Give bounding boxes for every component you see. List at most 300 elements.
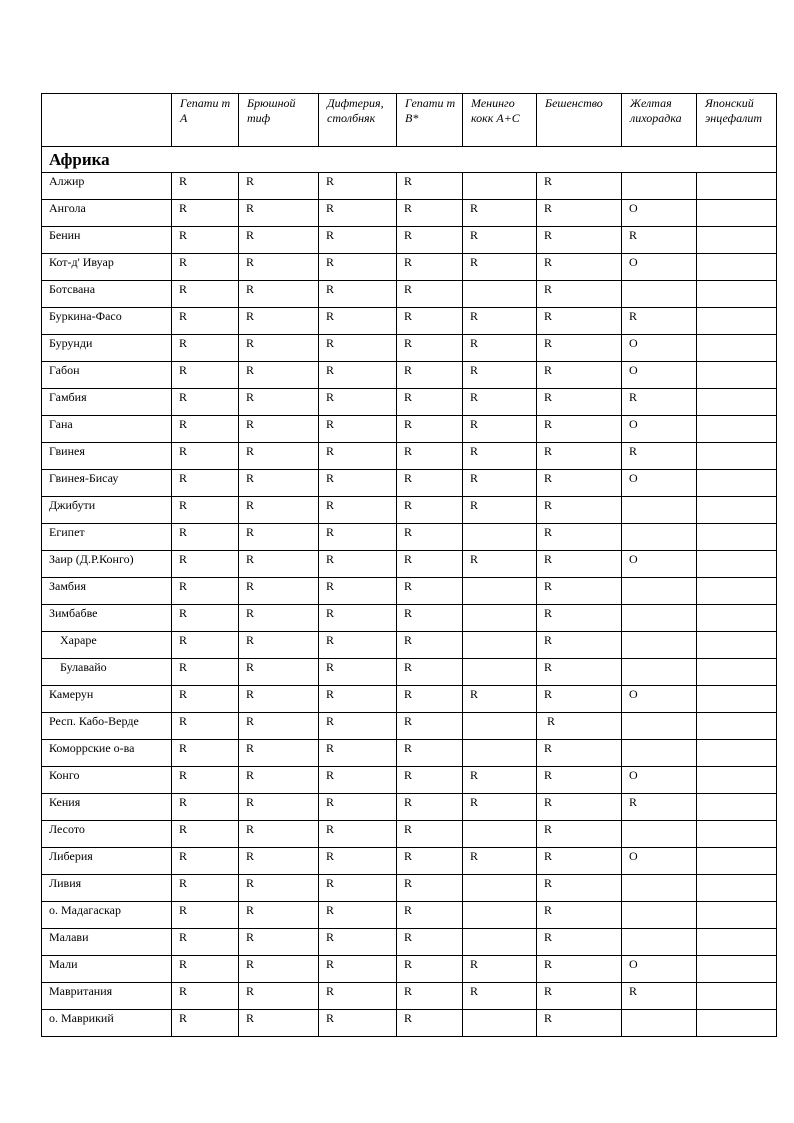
vaccine-cell [697,470,777,497]
vaccine-cell: R [537,848,622,875]
vaccine-cell: R [537,632,622,659]
vaccine-cell: R [397,821,463,848]
vaccine-cell: R [397,956,463,983]
vaccine-cell [697,875,777,902]
table-row [42,740,777,767]
country-name: Кения [42,794,172,821]
vaccination-table [41,93,777,1037]
vaccine-cell: R [463,362,537,389]
vaccine-cell: R [463,308,537,335]
vaccine-cell [622,875,697,902]
vaccine-cell: R [239,821,319,848]
country-name: Гамбия [42,389,172,416]
vaccine-cell: R [172,821,239,848]
vaccine-cell [622,713,697,740]
vaccine-cell: R [397,200,463,227]
vaccine-cell [697,821,777,848]
vaccine-cell: R [397,713,463,740]
vaccine-cell [463,659,537,686]
vaccine-cell: R [397,281,463,308]
vaccine-cell: O [622,686,697,713]
vaccine-cell [463,929,537,956]
table-row [42,497,777,524]
vaccine-cell: R [537,740,622,767]
vaccine-cell: R [239,497,319,524]
vaccine-cell: R [397,983,463,1010]
vaccine-cell [622,605,697,632]
vaccine-cell: R [397,740,463,767]
table-row [42,875,777,902]
vaccine-cell: R [537,929,622,956]
vaccine-cell [622,659,697,686]
country-name: Либерия [42,848,172,875]
country-name: Конго [42,767,172,794]
table-row [42,848,777,875]
table-row [42,173,777,200]
vaccine-cell [463,578,537,605]
table-row [42,767,777,794]
table-row [42,524,777,551]
table-row [42,335,777,362]
vaccine-cell: R [537,902,622,929]
vaccine-cell [622,632,697,659]
table-row [42,902,777,929]
vaccine-cell: R [239,578,319,605]
vaccine-cell: R [463,794,537,821]
header-vaccine-1: Гепати т А [172,94,239,147]
vaccine-cell [697,983,777,1010]
vaccine-cell: R [319,686,397,713]
country-name: Ливия [42,875,172,902]
vaccine-cell: R [239,281,319,308]
vaccine-cell: R [239,335,319,362]
country-name: Мали [42,956,172,983]
vaccine-cell: R [537,794,622,821]
vaccine-cell [697,335,777,362]
vaccine-cell: R [397,335,463,362]
vaccine-cell: R [397,497,463,524]
vaccine-cell: R [319,173,397,200]
vaccine-cell [697,173,777,200]
vaccine-cell: R [239,443,319,470]
vaccine-cell [697,281,777,308]
country-name: о. Маврикий [42,1010,172,1037]
vaccine-cell: R [397,389,463,416]
vaccine-cell [697,605,777,632]
country-name: Замбия [42,578,172,605]
vaccine-cell [697,902,777,929]
vaccine-cell: R [239,308,319,335]
vaccine-cell [463,524,537,551]
vaccine-cell: R [239,362,319,389]
vaccine-cell: R [172,902,239,929]
vaccine-cell: R [397,875,463,902]
table-row [42,659,777,686]
table-row [42,821,777,848]
vaccine-cell: R [239,929,319,956]
vaccine-cell: R [239,524,319,551]
vaccine-cell [622,1010,697,1037]
header-vaccine-2: Брюшной тиф [239,94,319,147]
vaccine-cell [697,767,777,794]
vaccine-cell: R [537,443,622,470]
table-row [42,389,777,416]
vaccine-cell: O [622,335,697,362]
vaccine-cell: R [239,227,319,254]
table-row [42,686,777,713]
country-name: Зимбабве [42,605,172,632]
vaccine-cell: R [463,470,537,497]
vaccine-cell [697,659,777,686]
vaccine-cell: O [622,362,697,389]
vaccine-cell: R [537,227,622,254]
vaccine-cell: R [537,416,622,443]
vaccine-cell: R [397,686,463,713]
vaccine-cell [697,740,777,767]
vaccine-cell: R [463,848,537,875]
vaccine-cell: R [172,713,239,740]
vaccine-cell: R [172,767,239,794]
country-name: Малави [42,929,172,956]
vaccine-cell: R [239,848,319,875]
vaccine-cell: R [537,551,622,578]
vaccine-cell [697,497,777,524]
vaccine-cell [697,254,777,281]
vaccine-cell: R [172,335,239,362]
vaccine-cell: R [172,254,239,281]
vaccine-cell: R [463,200,537,227]
table-row [42,632,777,659]
country-name: Лесото [42,821,172,848]
vaccine-cell: R [239,416,319,443]
country-name: Бурунди [42,335,172,362]
vaccine-cell: R [622,308,697,335]
vaccine-cell [622,524,697,551]
vaccine-cell [463,740,537,767]
vaccine-cell: R [537,686,622,713]
vaccine-cell: R [537,578,622,605]
table-row [42,470,777,497]
vaccine-cell: R [172,848,239,875]
country-name: о. Мадагаскар [42,902,172,929]
vaccine-cell: R [239,686,319,713]
vaccine-cell: R [239,254,319,281]
vaccine-cell: R [622,227,697,254]
vaccine-cell: R [239,1010,319,1037]
header-vaccine-3: Дифтерия, столбняк [319,94,397,147]
vaccine-cell [622,497,697,524]
vaccine-cell: R [537,281,622,308]
vaccine-cell [697,443,777,470]
vaccine-cell: R [397,227,463,254]
vaccine-cell: R [172,686,239,713]
vaccine-cell: R [397,362,463,389]
country-name: Алжир [42,173,172,200]
country-name: Бенин [42,227,172,254]
vaccine-cell: R [537,713,622,740]
vaccine-cell: O [622,470,697,497]
table-row [42,227,777,254]
vaccine-cell: R [172,929,239,956]
country-name: Египет [42,524,172,551]
vaccine-cell: R [239,632,319,659]
country-name: Булавайо [42,659,172,686]
vaccine-cell: R [319,497,397,524]
vaccine-cell: R [319,227,397,254]
vaccine-cell: R [319,821,397,848]
vaccine-cell: R [172,308,239,335]
table-row [42,605,777,632]
vaccine-cell: R [319,632,397,659]
vaccine-cell: R [239,605,319,632]
vaccine-cell: R [397,578,463,605]
vaccine-cell [697,632,777,659]
vaccine-cell: R [172,281,239,308]
vaccine-cell: R [537,875,622,902]
table-row [42,929,777,956]
vaccine-cell: R [239,200,319,227]
table-row [42,362,777,389]
vaccine-cell: R [537,524,622,551]
vaccine-cell: R [537,956,622,983]
vaccine-cell: O [622,848,697,875]
vaccine-cell: R [319,389,397,416]
table-row [42,254,777,281]
vaccine-cell [463,902,537,929]
header-vaccine-8: Японский энцефалит [697,94,777,147]
vaccine-cell: R [319,875,397,902]
vaccine-cell: R [172,632,239,659]
table-row [42,1010,777,1037]
vaccine-cell: R [319,956,397,983]
vaccine-cell: R [537,362,622,389]
vaccine-cell: R [239,470,319,497]
vaccine-cell [697,200,777,227]
vaccine-cell: O [622,200,697,227]
vaccine-cell: R [537,767,622,794]
vaccine-cell: R [319,335,397,362]
country-name: Камерун [42,686,172,713]
vaccine-cell: R [172,470,239,497]
table-row [42,281,777,308]
vaccine-cell [697,956,777,983]
country-name: Джибути [42,497,172,524]
vaccine-cell: R [172,443,239,470]
vaccine-cell [697,308,777,335]
vaccine-cell: R [463,767,537,794]
vaccine-cell: R [319,470,397,497]
vaccine-cell: R [319,281,397,308]
vaccine-cell: R [239,713,319,740]
vaccine-cell: R [463,254,537,281]
vaccine-cell [697,848,777,875]
country-name: Буркина-Фасо [42,308,172,335]
vaccine-cell: R [172,605,239,632]
header-vaccine-6: Бешенство [537,94,622,147]
vaccine-cell: R [319,551,397,578]
table-row [42,443,777,470]
vaccine-cell [697,524,777,551]
country-name: Хараре [42,632,172,659]
vaccine-cell: R [239,794,319,821]
vaccine-cell [463,875,537,902]
vaccine-cell: R [239,956,319,983]
vaccine-cell: R [319,443,397,470]
vaccine-cell: R [319,983,397,1010]
vaccine-cell: O [622,767,697,794]
vaccine-cell: R [463,497,537,524]
table-row [42,983,777,1010]
vaccine-cell: R [172,389,239,416]
vaccine-cell [463,173,537,200]
vaccine-cell: R [537,173,622,200]
vaccine-cell: R [319,713,397,740]
header-vaccine-4: Гепати т В* [397,94,463,147]
table-row [42,200,777,227]
table-header-row [42,94,777,147]
vaccine-cell: R [319,740,397,767]
vaccine-cell: R [172,416,239,443]
table-row [42,578,777,605]
vaccine-cell: R [319,308,397,335]
vaccine-cell: R [537,254,622,281]
vaccine-cell: R [172,524,239,551]
vaccine-cell [697,416,777,443]
vaccine-cell: R [622,443,697,470]
vaccine-cell: R [537,605,622,632]
country-name: Габон [42,362,172,389]
vaccine-cell [463,281,537,308]
vaccine-cell: O [622,416,697,443]
vaccine-cell: R [463,551,537,578]
vaccine-cell: R [172,740,239,767]
vaccine-cell [697,713,777,740]
vaccine-cell: R [319,929,397,956]
vaccine-cell: R [239,740,319,767]
vaccine-cell: O [622,956,697,983]
vaccine-cell: R [537,389,622,416]
table-row [42,956,777,983]
region-row [42,147,777,173]
vaccine-cell: R [239,551,319,578]
vaccine-cell: R [319,1010,397,1037]
vaccine-cell: R [319,362,397,389]
vaccine-cell: R [172,956,239,983]
vaccine-cell: R [172,200,239,227]
vaccine-cell: R [239,767,319,794]
vaccine-cell [697,1010,777,1037]
vaccine-cell: R [463,983,537,1010]
vaccine-cell [622,929,697,956]
vaccine-cell [697,551,777,578]
vaccine-cell: R [463,686,537,713]
vaccine-cell: R [319,524,397,551]
vaccine-cell: R [172,794,239,821]
vaccine-cell: R [172,983,239,1010]
region-title: Африка [42,147,777,173]
vaccine-cell: O [622,254,697,281]
vaccine-cell: R [397,308,463,335]
vaccine-cell: R [319,578,397,605]
vaccine-cell: R [172,362,239,389]
vaccine-cell: R [239,389,319,416]
country-name: Гвинея-Бисау [42,470,172,497]
vaccine-cell [622,821,697,848]
country-name: Респ. Кабо-Верде [42,713,172,740]
vaccine-cell: R [537,470,622,497]
vaccine-cell: R [537,308,622,335]
vaccine-cell: R [172,551,239,578]
vaccine-cell [622,902,697,929]
header-vaccine-5: Менинго кокк А+С [463,94,537,147]
vaccine-cell: R [537,335,622,362]
vaccine-cell: R [319,200,397,227]
vaccine-cell [697,578,777,605]
table-row [42,713,777,740]
vaccine-cell: R [537,1010,622,1037]
vaccine-cell: R [397,443,463,470]
vaccine-cell: R [239,173,319,200]
vaccine-cell: R [319,659,397,686]
vaccine-cell [463,713,537,740]
vaccine-cell: R [463,227,537,254]
country-name: Кот-д' Ивуар [42,254,172,281]
vaccine-cell: R [239,902,319,929]
vaccine-cell [697,362,777,389]
vaccine-cell: R [397,767,463,794]
country-name: Коморрские о-ва [42,740,172,767]
vaccine-cell: R [622,389,697,416]
table-row [42,794,777,821]
vaccine-cell [622,281,697,308]
vaccine-cell: R [319,416,397,443]
vaccine-cell: R [319,902,397,929]
vaccine-cell [622,578,697,605]
vaccine-cell: R [172,227,239,254]
vaccine-cell: R [397,470,463,497]
vaccine-cell [697,794,777,821]
vaccine-cell: R [319,254,397,281]
vaccine-cell: R [319,767,397,794]
vaccine-cell [622,740,697,767]
vaccine-cell: R [172,1010,239,1037]
vaccine-cell: R [172,875,239,902]
country-name: Гана [42,416,172,443]
vaccine-cell: R [397,632,463,659]
vaccine-cell: R [463,956,537,983]
vaccine-cell: R [537,821,622,848]
header-country-column [42,94,172,147]
vaccine-cell: R [397,173,463,200]
vaccine-cell [697,686,777,713]
vaccine-cell [463,821,537,848]
vaccine-cell: R [397,254,463,281]
vaccine-cell: R [622,983,697,1010]
vaccine-cell [697,389,777,416]
vaccine-cell: R [172,497,239,524]
vaccine-cell: R [239,659,319,686]
vaccine-cell: R [397,848,463,875]
vaccine-cell: R [397,1010,463,1037]
vaccine-cell: R [397,605,463,632]
vaccine-cell: R [537,983,622,1010]
vaccine-cell: R [463,335,537,362]
vaccine-cell: R [622,794,697,821]
vaccine-cell [697,227,777,254]
country-name: Ботсвана [42,281,172,308]
country-name: Мавритания [42,983,172,1010]
table-body [42,147,777,1037]
